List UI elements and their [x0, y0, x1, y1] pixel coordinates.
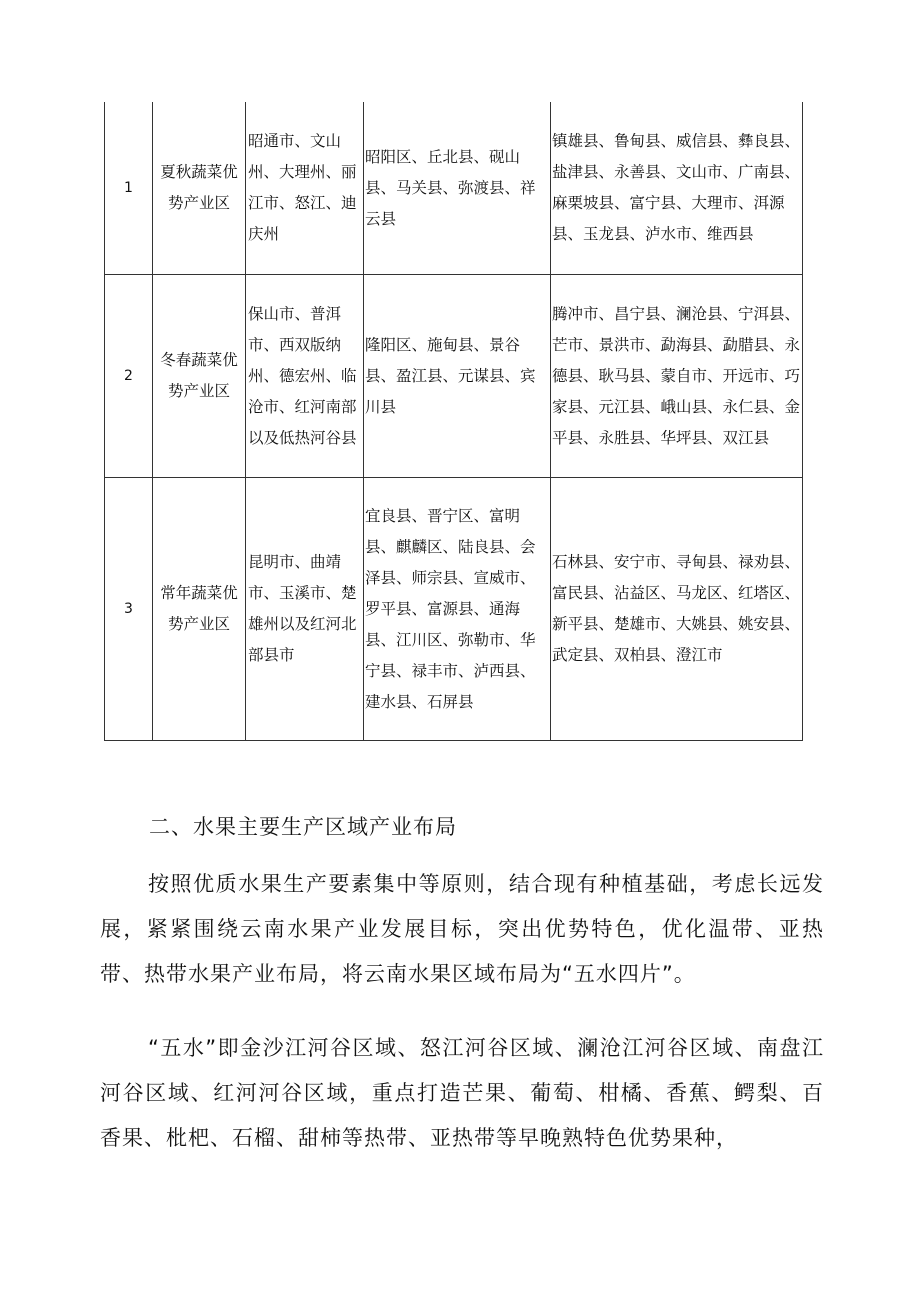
row-number-cell: 3 — [105, 478, 153, 741]
row-number-cell: 1 — [105, 102, 153, 275]
table-row — [105, 275, 803, 478]
general-counties-cell: 腾冲市、昌宁县、澜沧县、宁洱县、芒市、景洪市、勐海县、勐腊县、永德县、耿马县、蒙自市、开远市、巧家县、元江县、峨山县、永仁县、金平县、永胜县、华坪县、双江县 — [551, 275, 803, 478]
table-row — [105, 478, 803, 741]
cities-cell: 保山市、普洱市、西双版纳州、德宏州、临沧市、红河南部以及低热河谷县 — [246, 275, 364, 478]
zone-category-cell: 夏秋蔬菜优势产业区 — [153, 102, 246, 275]
general-counties-cell: 石林县、安宁市、寻甸县、禄劝县、富民县、沾益区、马龙区、红塔区、新平县、楚雄市、大姚县、姚安县、武定县、双柏县、澄江市 — [551, 478, 803, 741]
cities-cell: 昭通市、文山州、大理州、丽江市、怒江、迪庆州 — [246, 102, 364, 275]
core-counties-cell: 隆阳区、施甸县、景谷县、盈江县、元谋县、宾川县 — [364, 275, 551, 478]
core-counties-cell: 宜良县、晋宁区、富明县、麒麟区、陆良县、会泽县、师宗县、宣威市、罗平县、富源县、通海县、江川区、弥勒市、华宁县、禄丰市、泸西县、建水县、石屏县 — [364, 478, 551, 741]
general-counties-cell: 镇雄县、鲁甸县、威信县、彝良县、盐津县、永善县、文山市、广南县、麻栗坡县、富宁县、大理市、洱源县、玉龙县、泸水市、维西县 — [551, 102, 803, 275]
body-paragraph: 按照优质水果生产要素集中等原则，结合现有种植基础，考虑长远发展，紧紧围绕云南水果产业发展目标，突出优势特色，优化温带、亚热带、热带水果产业布局，将云南水果区域布局为“五水四片”。 — [100, 872, 824, 986]
row-number-cell: 2 — [105, 275, 153, 478]
zone-category-cell: 常年蔬菜优势产业区 — [153, 478, 246, 741]
zone-category-cell: 冬春蔬菜优势产业区 — [153, 275, 246, 478]
body-paragraph: “五水”即金沙江河谷区域、怒江河谷区域、澜沧江河谷区域、南盘江河谷区域、红河河谷区域，重点打造芒果、葡萄、柑橘、香蕉、鳄梨、百香果、枇杷、石榴、甜柿等热带、亚热带等早晚熟特色优势果种， — [100, 1036, 824, 1150]
vegetable-zone-table — [104, 102, 803, 741]
section-heading: 二、水果主要生产区域产业布局 — [149, 815, 457, 839]
table-row — [105, 102, 803, 275]
cities-cell: 昆明市、曲靖市、玉溪市、楚雄州以及红河北部县市 — [246, 478, 364, 741]
core-counties-cell: 昭阳区、丘北县、砚山县、马关县、弥渡县、祥云县 — [364, 102, 551, 275]
